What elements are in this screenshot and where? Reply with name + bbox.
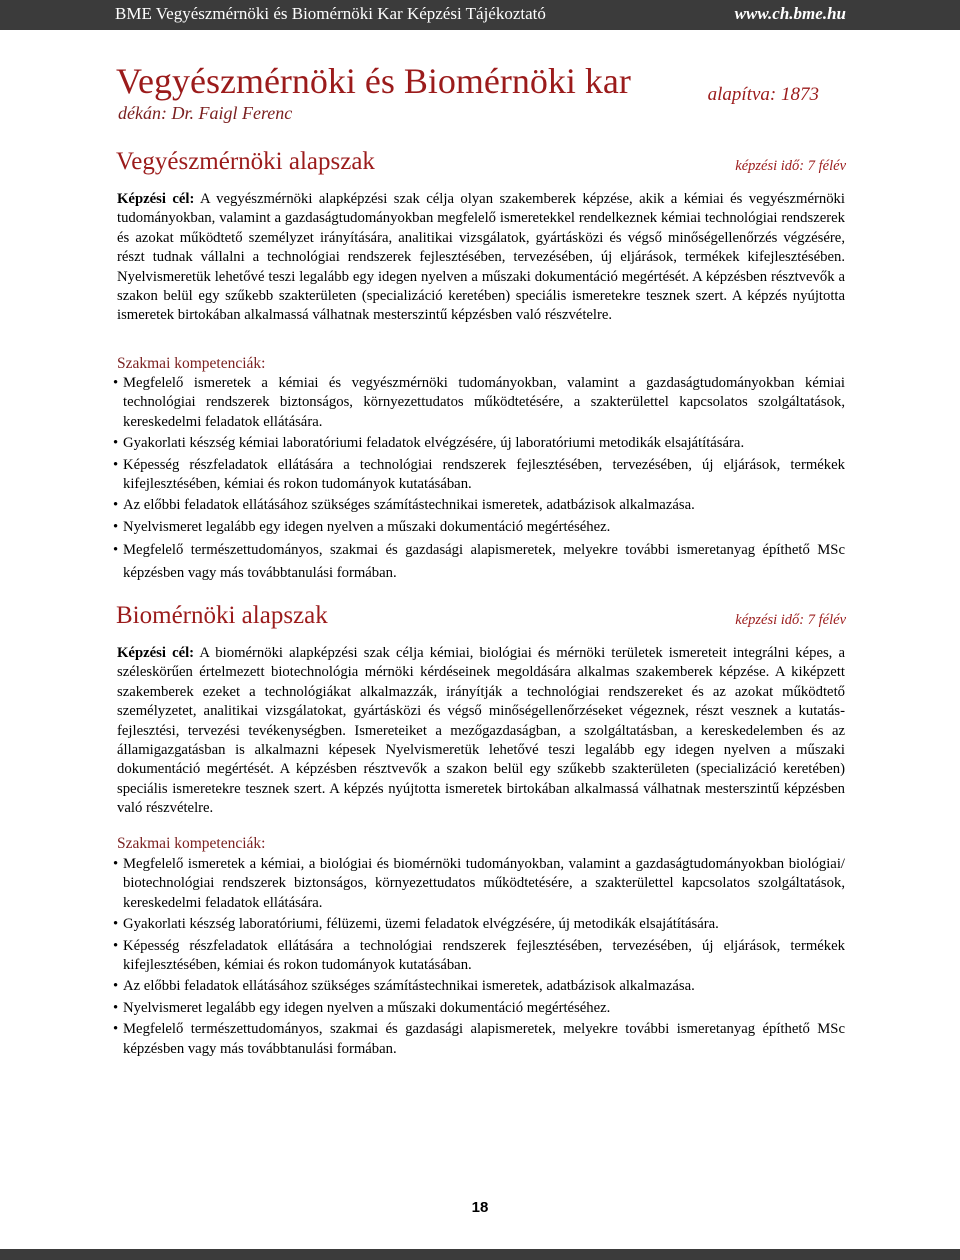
competency-list bbox=[113, 374, 845, 587]
goal-text: A biomérnöki alapképzési szak célja kémiai, biológiai és mérnöki területek ismereteit integrálni képes, a széleskörűen értelmezett biotechnológia mérnöki kérdéseinek megoldására alkalmas szakemberek képzése. A kiképzett szakemberek ezeket a technológiákat alkalmazzák, irányítják a technológiai rendszereket és az azokat működtető személyzetet, analitikai vizsgálatokat, gyártásközi és végső minőségellenőrzéseket végeznek, részt vesznek a kutatás-fejlesztési, tervezési tevékenységben. Ismereteiket a mezőgazdaságban, a szolgáltatásban, a kereskedelemben és az államigazgatásban is alkalmazni képesek Nyelvismeretük lehetővé teszi legalább egy idegen nyelven a műszaki dokumentáció megértését. A képzésben résztvevők a szakon belül egy szűkebb szakterületen (specializáció keretében) speciális ismeretekre tesznek szert. A képzés nyújtotta ismeretek birtokában alkalmassá válhatnak mesterszintű képzésben való részvételre. bbox=[117, 645, 845, 817]
competencies-heading: Szakmai kompetenciák: bbox=[117, 355, 266, 372]
founded-line: alapítva: 1873 bbox=[707, 84, 819, 105]
header-title: BME Vegyészmérnöki és Biomérnöki Kar Képzési Tájékoztató bbox=[115, 4, 546, 23]
bullet-icon: • bbox=[113, 937, 119, 954]
bullet-icon: • bbox=[113, 856, 119, 872]
bullet-icon: • bbox=[113, 497, 119, 514]
page-number: 18 bbox=[471, 1199, 489, 1216]
header-url[interactable]: www.ch.bme.hu bbox=[734, 4, 846, 23]
list-item: • Képesség részfeladatok ellátására a technológiai rendszerek fejlesztésében, tervezésében, új eljárások, termékek kifejlesztésében, kémiai és rokon tudományok kutatásában. bbox=[113, 937, 845, 974]
bullet-icon: • bbox=[113, 999, 119, 1016]
section-title-bioengineering: Biomérnöki alapszak bbox=[116, 602, 328, 629]
faculty-title: Vegyészmérnöki és Biomérnöki kar bbox=[116, 61, 631, 101]
list-item: • Az előbbi feladatok ellátásához szükséges számítástechnikai ismeretek, adatbázisok alkalmazása. bbox=[113, 496, 845, 515]
bullet-icon: • bbox=[113, 456, 119, 473]
section-duration: képzési idő: 7 félév bbox=[735, 158, 846, 174]
list-item: • Megfelelő természettudományos, szakmai és gazdasági alapismeretek, melyekre további ismeretanyag építhető MSc képzésben vagy más továbbtanulási formában. bbox=[113, 1021, 845, 1057]
bullet-icon: • bbox=[113, 916, 119, 933]
bullet-icon: • bbox=[113, 542, 119, 559]
list-item: • Gyakorlati készség laboratóriumi, félüzemi, üzemi feladatok elvégzésére, új metodikák elsajátítására. bbox=[113, 915, 845, 934]
bullet-icon: • bbox=[113, 435, 119, 452]
goal-text: A vegyészmérnöki alapképzési szak célja olyan szakemberek képzése, akik a kémiai és vegyészmérnöki tudományokban, valamint a gazdaságtudományokban megfelelő ismeretekkel rendelkeznek kémiai technológiai rendszerek és azokat működtető személyzet irányítására, analitikai vizsgálatok, gyártásközi és végső minőségellenőrzés végzésére, részt tudnak vállalni a technológiai rendszerek fejlesztésében, tervezésében, új eljárások, termékek kifejlesztésében. Nyelvismeretük lehetővé teszi legalább egy idegen nyelven a műszaki dokumentáció megértését. A képzésben résztvevők a szakon belül egy szűkebb szakterületen (specializáció keretében) speciális ismeretekre tesznek szert. A képzés nyújtotta ismeretek birtokában alkalmassá válhatnak mesterszintű képzésben való részvételre. bbox=[117, 191, 845, 324]
list-item: • Az előbbi feladatok ellátásához szükséges számítástechnikai ismeretek, adatbázisok alkalmazása. bbox=[113, 977, 845, 996]
section-goal bbox=[117, 190, 845, 326]
list-item: • Képesség részfeladatok ellátására a technológiai rendszerek fejlesztésében, tervezésében, új eljárások, termékek kifejlesztésében, kémiai és rokon tudományok kutatásában. bbox=[113, 456, 845, 493]
bullet-icon: • bbox=[113, 375, 119, 391]
header-bar bbox=[0, 0, 960, 30]
competencies-heading: Szakmai kompetenciák: bbox=[117, 835, 266, 852]
section-goal bbox=[117, 644, 845, 819]
competency-list bbox=[113, 855, 845, 1061]
bullet-icon: • bbox=[113, 1021, 119, 1038]
bullet-icon: • bbox=[113, 518, 119, 535]
section-duration: képzési idő: 7 félév bbox=[735, 612, 846, 628]
dean-line: dékán: Dr. Faigl Ferenc bbox=[118, 103, 293, 123]
list-item: • Nyelvismeret legalább egy idegen nyelven a műszaki dokumentáció megértéséhez. bbox=[113, 999, 845, 1018]
footer-bar bbox=[0, 1249, 960, 1260]
goal-label: Képzési cél: bbox=[117, 191, 195, 207]
list-item: • Gyakorlati készség kémiai laboratóriumi feladatok elvégzésére, új laboratóriumi metodikák elsajátítására. bbox=[113, 434, 845, 453]
list-item: • Megfelelő természettudományos, szakmai és gazdasági alapismeretek, melyekre további ismeretanyag építhető MSc képzésben vagy más továbbtanulási formában. bbox=[113, 539, 845, 585]
list-item: • Megfelelő ismeretek a kémiai és vegyészmérnöki tudományokban, valamint a gazdaságtudományokban kémiai technológiai rendszerek biztonságos, környezettudatos működtetésére, a szakterülettel kapcsolatos szolgáltatások, kereskedelmi feladatok ellátására. bbox=[113, 375, 845, 430]
goal-label: Képzési cél: bbox=[117, 645, 195, 661]
bullet-icon: • bbox=[113, 978, 119, 995]
section-title-chemical-engineering: Vegyészmérnöki alapszak bbox=[116, 148, 375, 175]
list-item: • Nyelvismeret legalább egy idegen nyelven a műszaki dokumentáció megértéséhez. bbox=[113, 518, 845, 537]
list-item: • Megfelelő ismeretek a kémiai, a biológiai és biomérnöki tudományokban, valamint a gazdaságtudományokban biológiai/ biotechnológiai rendszerek biztonságos, környezettudatos működtetésére, a szakterülettel kapcsolatos szolgáltatások, kereskedelmi feladatok ellátására. bbox=[113, 856, 845, 911]
